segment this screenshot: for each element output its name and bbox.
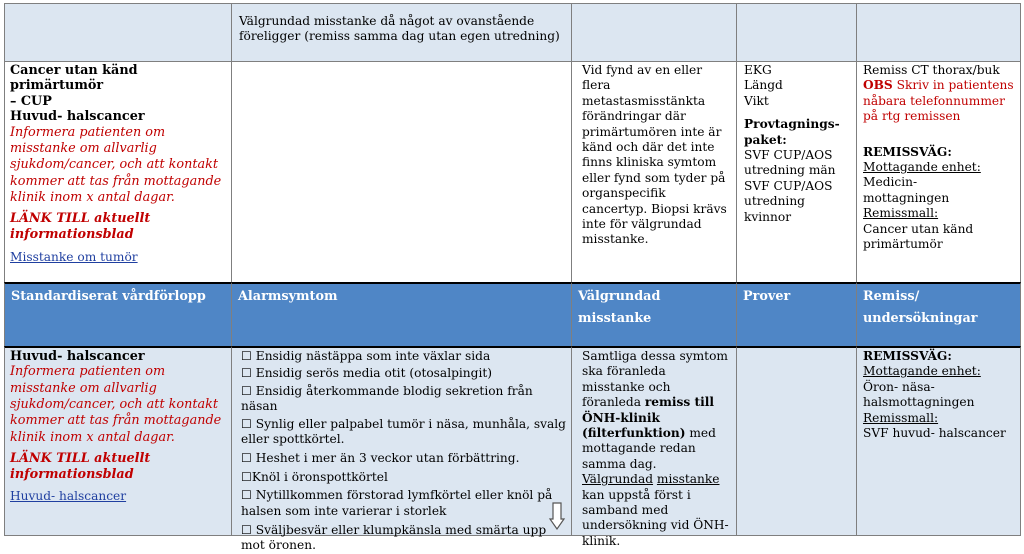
cup-criteria-cell (571, 61, 737, 283)
cup-receiving-value: Medicin-mottagningen (863, 175, 950, 205)
cup-package-men: SVF CUP/AOS utredning män (744, 148, 836, 178)
hn-alarm-cell (231, 346, 572, 553)
cup-test-weight: Vikt (744, 93, 769, 108)
hn-title: Huvud- halscancer (10, 349, 145, 364)
hn-criteria-part3: kan uppstå först i samband med undersökning vid ÖNH-klinik. (582, 487, 729, 548)
cup-test-ekg: EKG (744, 63, 772, 77)
top-row-col2 (231, 3, 572, 62)
cup-title-line2: – CUP (10, 93, 52, 109)
hn-route-heading: REMISSVÄG: (863, 349, 952, 363)
cup-alarm-cell (231, 61, 572, 283)
hn-inform-text: Informera patienten om misstanke om allvarlig sjukdom/cancer, och att kontakt kommer att tas från mottagande klinik inom x antal dagar. (10, 364, 222, 445)
hn-template-value: SVF huvud- halscancer (863, 426, 1006, 441)
hn-criteria-part2: med mottagande redan samma dag. (582, 426, 716, 471)
header-referral (856, 282, 1021, 347)
header-criteria (571, 282, 737, 347)
header-alarm (231, 282, 572, 347)
header-tests-label: Prover (743, 289, 791, 304)
cup-title-line1: Cancer utan känd primärtumör (10, 63, 138, 94)
hn-symptom-3: ☐ Ensidig återkommande blodig sekretion från näsan (241, 383, 533, 414)
top-row-col1 (4, 3, 232, 62)
cup-inform-text: Informera patienten om misstanke om allvarlig sjukdom/cancer, och att kontakt kommer att tas från mottagande klinik inom x antal dagar. (10, 124, 222, 205)
cup-subtitle: Huvud- halscancer (10, 109, 145, 125)
header-criteria-label: Välgrundad misstanke (578, 289, 661, 326)
cup-link-heading: LÄNK TILL aktuellt informationsblad (10, 211, 151, 243)
cup-obs-label: OBS (863, 78, 893, 93)
hn-svf-cell (4, 346, 232, 536)
hn-receiving-value: Öron- näsa-halsmottagningen (863, 379, 975, 410)
hn-criteria-part1: Samtliga dessa symtom ska föranleda misstanke och föranleda (582, 349, 728, 410)
hn-referral-cell (856, 346, 1021, 536)
header-svf-label: Standardiserat vårdförlopp (11, 289, 206, 304)
cup-info-link[interactable]: Misstanke om tumör (10, 249, 138, 264)
hn-criteria-u1: Välgrundad (582, 472, 654, 487)
hn-symptom-8: ☐ Sväljbesvär eller klumpkänsla med smärta upp mot öronen. (241, 523, 547, 553)
hn-symptom-7: ☐ Nytillkommen förstorad lymfkörtel eller knöl på halsen som inte varierar i storlek (241, 488, 553, 518)
hn-template-label: Remissmall: (863, 410, 939, 425)
cup-route-heading: REMISSVÄG: (863, 144, 952, 159)
cup-template-label: Remissmall: (863, 206, 939, 221)
cup-template-value: Cancer utan känd primärtumör (863, 221, 974, 252)
hn-criteria-cell (571, 346, 737, 548)
hn-criteria-u2: misstanke (656, 472, 720, 487)
top-row-col3 (571, 3, 737, 62)
cup-package-women: SVF CUP/AOS utredning kvinnor (744, 178, 833, 224)
cup-referral-note: Remiss CT thorax/buk (863, 63, 1000, 77)
header-svf (4, 282, 232, 347)
hn-tests-cell (736, 346, 857, 536)
top-row-col4 (736, 3, 857, 62)
hn-symptom-4: ☐ Synlig eller palpabel tumör i näsa, munhåla, svalg eller spottkörtel. (241, 416, 566, 447)
hn-symptom-5: ☐ Heshet i mer än 3 veckor utan förbättring. (241, 451, 520, 466)
cup-obs-note (863, 78, 1015, 124)
cup-package-heading: Provtagnings-paket: (744, 117, 840, 147)
top-row-col5 (856, 3, 1021, 62)
hn-symptom-6: ☐Knöl i öronspottkörtel (241, 469, 388, 484)
hn-link-heading: LÄNK TILL aktuellt informationsblad (10, 450, 151, 483)
cup-obs-text: Skriv in patientens nåbara telefonnummer på rtg remissen (863, 78, 1014, 124)
cup-svf-cell (4, 61, 232, 283)
hn-receiving-label: Mottagande enhet: (863, 364, 981, 379)
hn-criteria-bold: remiss till ÖNH-klinik (filterfunktion) (582, 395, 715, 441)
header-tests (736, 282, 857, 347)
cup-tests-cell (736, 61, 857, 283)
header-alarm-label: Alarmsymtom (238, 289, 338, 304)
header-referral-label: Remiss/ undersökningar (863, 289, 978, 326)
top-header-note: Välgrundad misstanke då något av ovanstående föreligger (remiss samma dag utan egen utredning) (239, 14, 560, 44)
cup-criteria-text: Vid fynd av en eller flera metastasmisstänkta förändringar där primärtumören inte är känd och där det inte finns kliniska symtom eller fynd som tyder på organspecifik cancertyp. Biopsi krävs inte för välgrundad misstanke. (582, 63, 727, 247)
hn-symptom-2: ☐ Ensidig serös media otit (otosalpingit) (241, 366, 492, 381)
down-arrow-icon[interactable] (549, 502, 565, 530)
svf-table (4, 3, 1021, 553)
cup-referral-cell (856, 61, 1021, 283)
hn-symptom-1: ☐ Ensidig nästäppa som inte växlar sida (241, 349, 491, 363)
cup-test-length: Längd (744, 78, 783, 93)
cup-receiving-label: Mottagande enhet: (863, 160, 981, 175)
hn-info-link[interactable]: Huvud- halscancer (10, 489, 127, 504)
